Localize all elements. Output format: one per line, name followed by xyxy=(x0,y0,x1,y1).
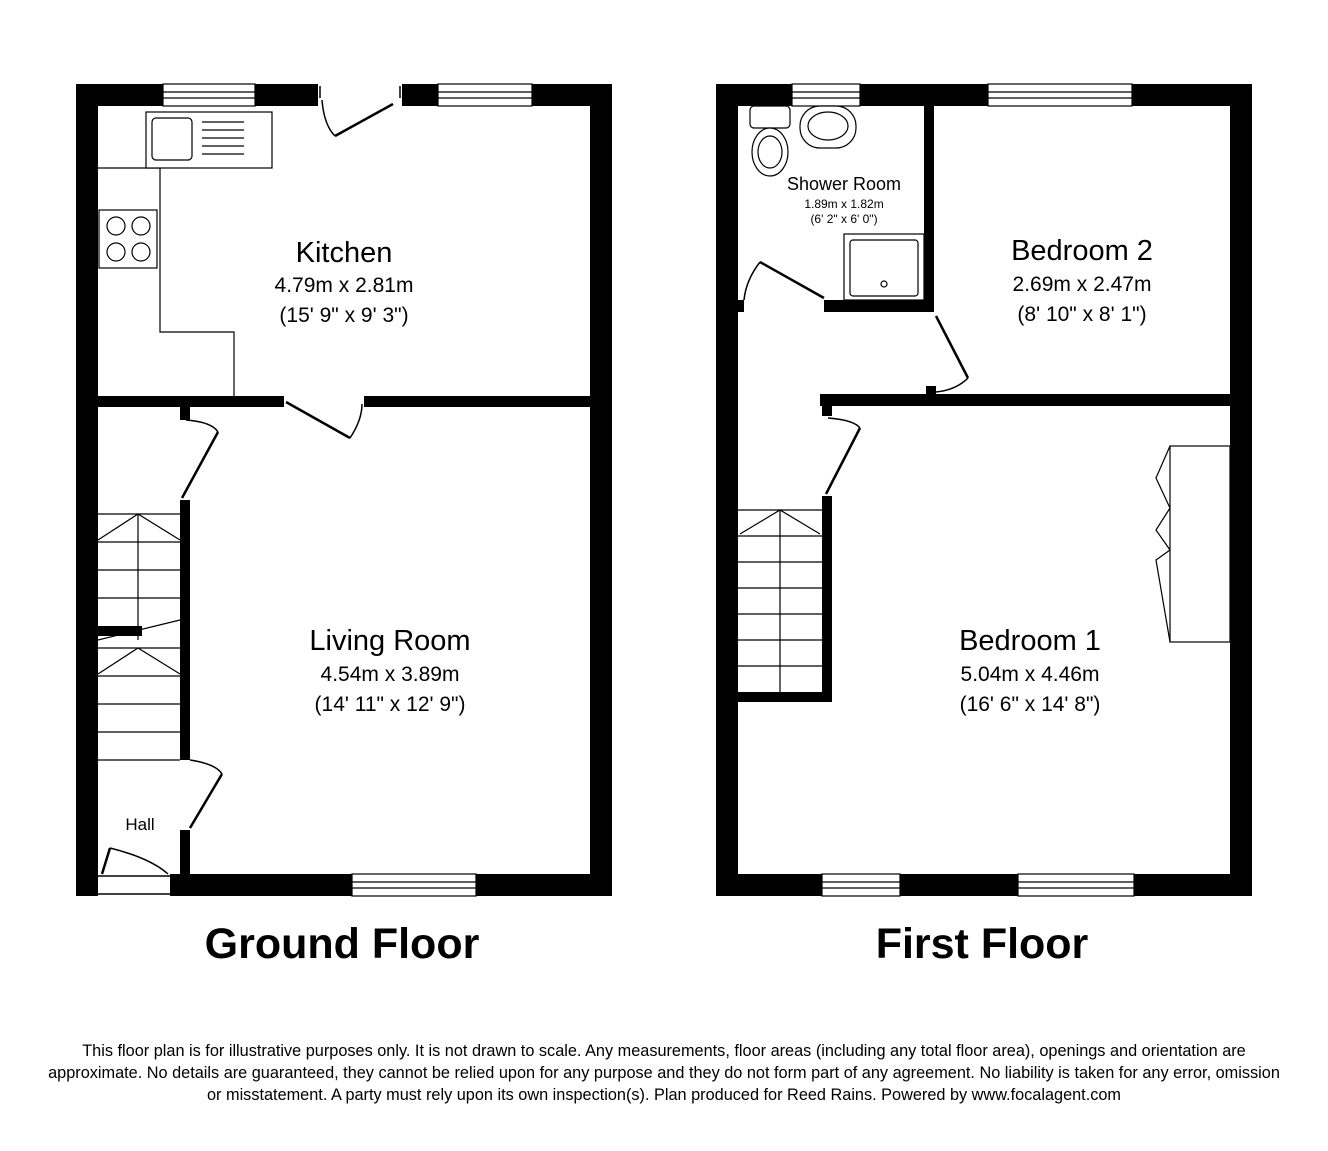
stairs-icon xyxy=(738,510,822,692)
gf-west-wall xyxy=(76,84,98,896)
toilet-icon xyxy=(750,106,790,176)
hall-label: Hall xyxy=(125,815,155,834)
living-room-imperial: (14' 11" x 12' 9") xyxy=(314,693,466,716)
shower-tray-icon xyxy=(844,234,924,300)
window-icon xyxy=(1018,874,1134,896)
bedroom-1-metric: 5.04m x 4.46m xyxy=(960,663,1100,686)
front-door-icon xyxy=(98,848,170,894)
window-icon xyxy=(352,874,476,896)
ff-south-wall xyxy=(716,874,1252,896)
kitchen-metric: 4.79m x 2.81m xyxy=(274,274,414,297)
wardrobe-icon xyxy=(1156,446,1230,642)
door-icon xyxy=(936,316,968,392)
living-room-label: Living Room xyxy=(309,625,471,657)
window-icon xyxy=(163,84,255,106)
shower-room-label: Shower Room xyxy=(786,174,902,194)
window-icon xyxy=(438,84,532,106)
door-icon xyxy=(744,262,824,300)
gf-internal-wall xyxy=(98,396,284,407)
gf-hall-wall xyxy=(180,500,190,760)
ground-floor-title: Ground Floor xyxy=(204,920,480,968)
disclaimer-text: This floor plan is for illustrative purposes only. It is not drawn to scale. Any measurements, floor areas (including any total floor area), openings and orientation are approximate. No details are guaranteed, they cannot be relied upon for any purpose and they do not form part of any agreement. No liability is taken for any error, omission or misstatement. A party must rely upon its own inspection(s). Plan produced for Reed Rains. Powered by www.focalagent.com xyxy=(48,1042,1280,1104)
bedroom-2-label: Bedroom 2 xyxy=(1011,235,1153,267)
first-floor-title: First Floor xyxy=(875,920,1089,968)
door-icon xyxy=(190,760,222,828)
ff-stair-wall xyxy=(822,496,832,702)
ff-internal-wall xyxy=(824,300,934,312)
ff-internal-wall xyxy=(820,394,1230,406)
door-icon xyxy=(182,420,218,498)
hob-icon xyxy=(99,210,157,268)
bedroom-1-imperial: (16' 6" x 14' 8") xyxy=(959,693,1101,716)
first-floor xyxy=(716,84,1252,968)
sink-icon xyxy=(146,112,272,168)
kitchen-label: Kitchen xyxy=(295,237,393,269)
basin-icon xyxy=(800,106,856,148)
bedroom-2-imperial: (8' 10" x 8' 1") xyxy=(1017,303,1147,326)
shower-room-imperial: (6' 2" x 6' 0") xyxy=(810,212,878,226)
shower-room-metric: 1.89m x 1.82m xyxy=(804,197,884,211)
kitchen-counter xyxy=(98,168,234,396)
bedroom-1-label: Bedroom 1 xyxy=(959,625,1101,657)
ff-internal-wall xyxy=(924,106,934,312)
ground-floor xyxy=(76,84,612,968)
kitchen-imperial: (15' 9" x 9' 3") xyxy=(279,304,409,327)
kitchen-door-icon xyxy=(286,402,362,438)
bedroom-2-metric: 2.69m x 2.47m xyxy=(1012,273,1152,296)
window-icon xyxy=(822,874,900,896)
ff-east-wall xyxy=(1230,84,1252,896)
ff-west-wall xyxy=(716,84,738,896)
gf-east-wall xyxy=(590,84,612,896)
living-room-metric: 4.54m x 3.89m xyxy=(320,663,460,686)
window-icon xyxy=(792,84,860,106)
stairs-icon xyxy=(98,514,180,760)
window-icon xyxy=(988,84,1132,106)
gf-internal-wall xyxy=(364,396,590,407)
door-icon xyxy=(826,418,860,494)
